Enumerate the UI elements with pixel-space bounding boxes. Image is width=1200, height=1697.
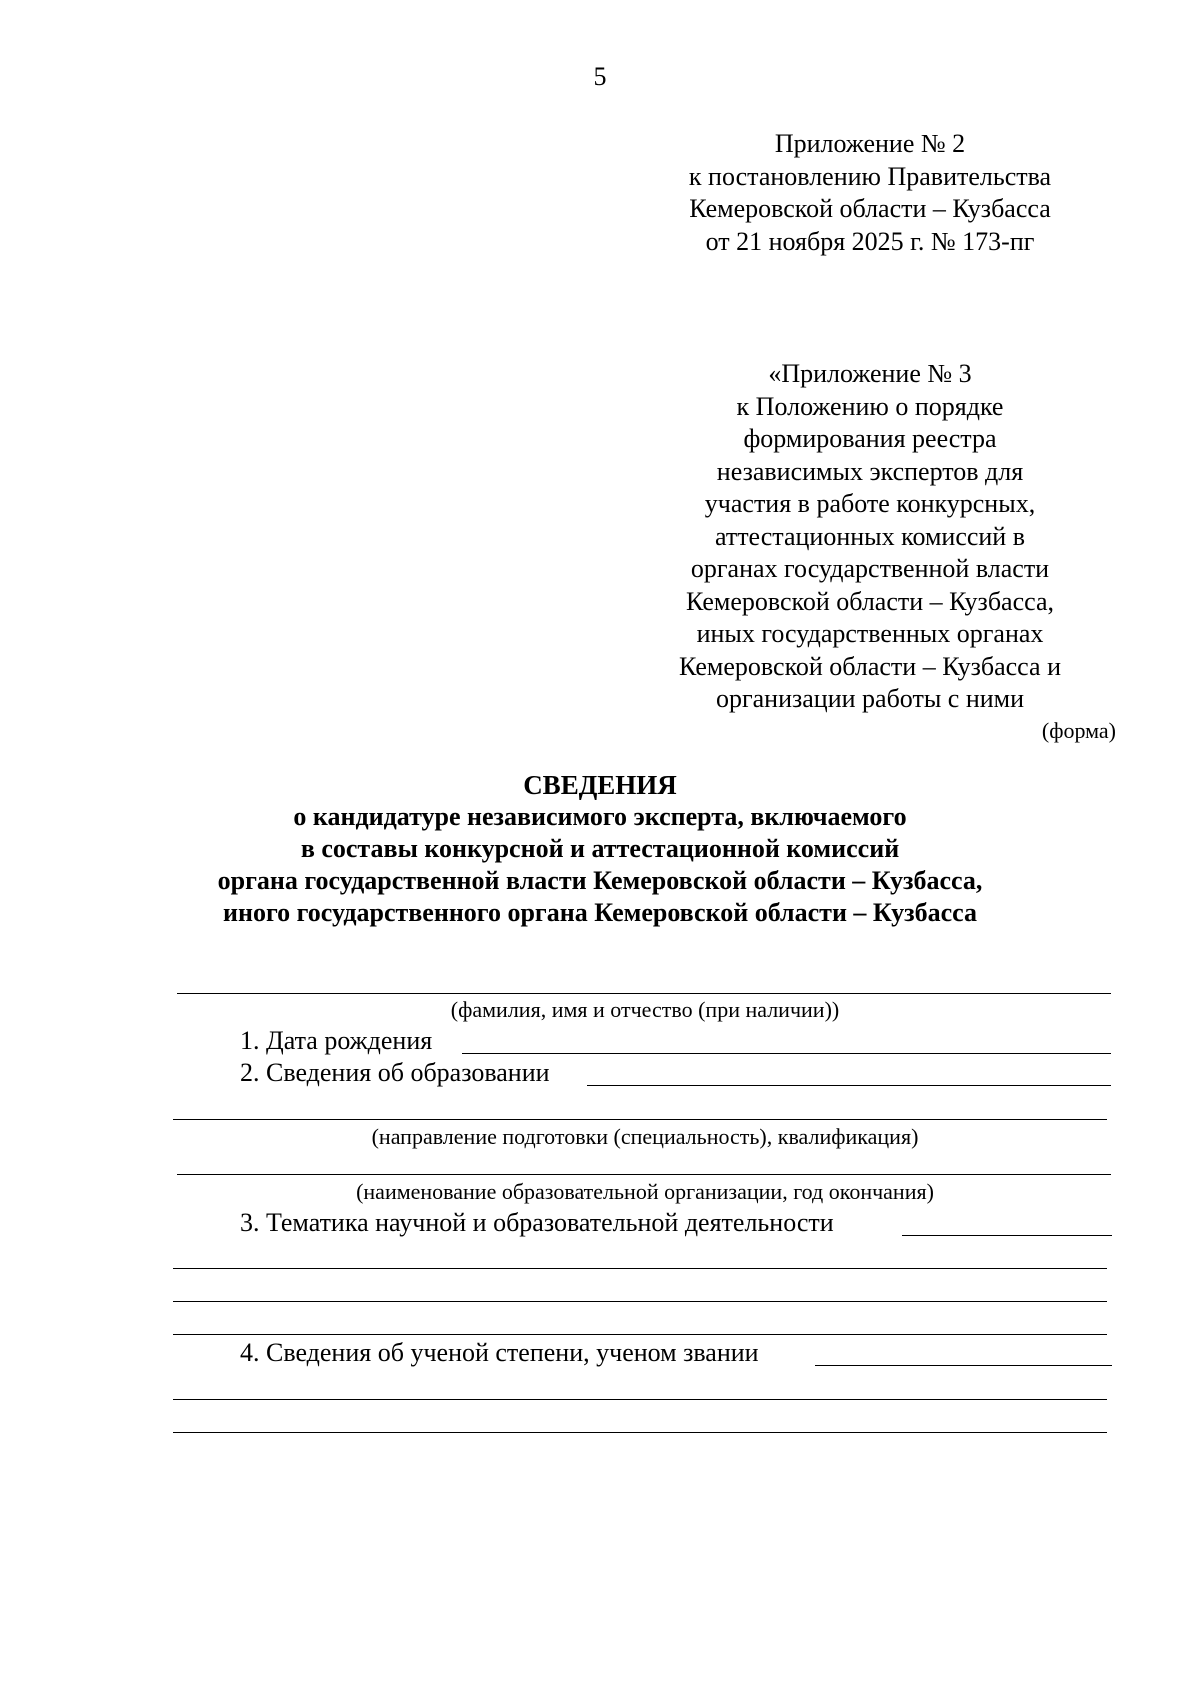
title-line: о кандидатуре независимого эксперта, включаемого	[293, 802, 907, 831]
document-title	[0, 769, 1200, 929]
appendix-3-line: Кемеровской области – Кузбасса,	[685, 586, 1055, 616]
appendix-2-line: Приложение № 2	[774, 129, 966, 158]
appendix-3-line: органах государственной власти	[690, 554, 1050, 583]
research-topic-fill-line[interactable]	[173, 1334, 1107, 1335]
item-1-label: 1. Дата рождения	[240, 1026, 433, 1055]
title-line: в составы конкурсной и аттестационной комиссий	[300, 834, 900, 863]
education-fill-line[interactable]	[587, 1085, 1111, 1086]
birth-date-fill-line[interactable]	[462, 1053, 1111, 1054]
appendix-2-header	[640, 128, 1100, 258]
academic-degree-fill-line[interactable]	[173, 1399, 1107, 1400]
item-4-label: 4. Сведения об ученой степени, ученом звании	[240, 1338, 759, 1367]
research-topic-fill-line[interactable]	[173, 1268, 1107, 1269]
page-number: 5	[593, 62, 607, 91]
name-fill-line[interactable]	[177, 993, 1111, 994]
appendix-3-line: аттестационных комиссий в	[714, 521, 1026, 551]
research-topic-fill-line[interactable]	[902, 1235, 1112, 1236]
appendix-3-line: Кемеровской области – Кузбасса и	[679, 651, 1061, 681]
appendix-3-header	[640, 358, 1100, 716]
appendix-3-line: иных государственных органах	[696, 619, 1044, 648]
appendix-3-line: независимых экспертов для	[716, 456, 1024, 486]
item-2-label: 2. Сведения об образовании	[240, 1058, 550, 1087]
appendix-2-line: к постановлению Правительства	[688, 161, 1052, 191]
appendix-2-line: Кемеровской области – Кузбасса	[689, 194, 1051, 223]
appendix-3-line: организации работы с ними	[715, 684, 1025, 713]
title-main: СВЕДЕНИЯ	[523, 770, 677, 800]
institution-caption: (наименование образовательной организации, год окончания)	[356, 1179, 934, 1204]
form-label: (форма)	[1041, 718, 1116, 743]
specialty-fill-line[interactable]	[173, 1119, 1107, 1120]
title-line: иного государственного органа Кемеровской области – Кузбасса	[223, 898, 977, 927]
appendix-3-line: формирования реестра	[743, 424, 997, 453]
appendix-3-line: участия в работе конкурсных,	[704, 489, 1036, 518]
institution-fill-line[interactable]	[177, 1174, 1111, 1175]
specialty-caption: (направление подготовки (специальность), квалификация)	[371, 1124, 919, 1149]
academic-degree-fill-line[interactable]	[173, 1432, 1107, 1433]
item-3-label: 3. Тематика научной и образовательной деятельности	[240, 1208, 834, 1237]
academic-degree-fill-line[interactable]	[815, 1365, 1112, 1366]
appendix-3-line: «Приложение № 3	[768, 359, 972, 388]
research-topic-fill-line[interactable]	[173, 1301, 1107, 1302]
title-line: органа государственной власти Кемеровской области – Кузбасса,	[217, 866, 983, 895]
name-caption: (фамилия, имя и отчество (при наличии))	[450, 997, 840, 1022]
appendix-2-line: от 21 ноября 2025 г. № 173-пг	[705, 226, 1035, 256]
appendix-3-line: к Положению о порядке	[736, 391, 1004, 421]
